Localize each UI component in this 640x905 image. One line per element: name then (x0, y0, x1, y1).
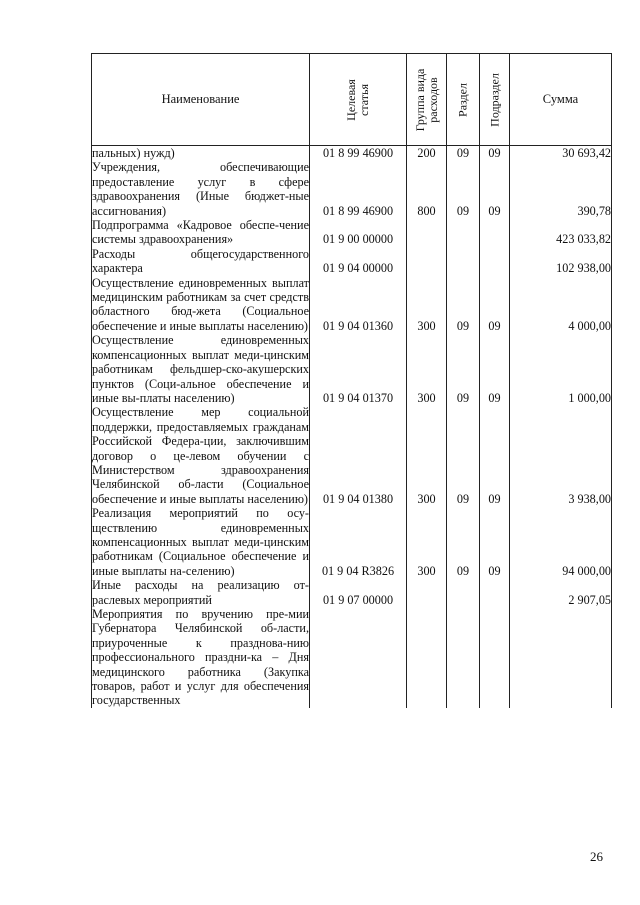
row-expense-group: 300 (407, 405, 447, 506)
budget-table (91, 53, 612, 708)
row-subsection (480, 218, 510, 247)
table-row (92, 160, 612, 218)
row-expense-group (407, 218, 447, 247)
row-subsection (480, 607, 510, 708)
row-sum: 94 000,00 (510, 506, 612, 578)
row-section (447, 218, 480, 247)
header-section (447, 54, 480, 146)
row-sum: 390,78 (510, 160, 612, 218)
row-expense-group: 200 (407, 146, 447, 161)
row-name: Осуществление единовременных выплат медицинским работникам за счет средств областного бюд-жета (Социальное обеспечение и иные выплаты населению) (92, 275, 309, 333)
row-target-code: 01 9 07 00000 (310, 578, 407, 607)
row-section (447, 578, 480, 607)
row-sum: 2 907,05 (510, 578, 612, 607)
header-target-line2: статья (357, 83, 371, 116)
table-row (92, 333, 612, 405)
row-target-code: 01 8 99 46900 (310, 160, 407, 218)
row-subsection (480, 247, 510, 276)
table-row (92, 247, 612, 276)
header-group-line2: расходов (425, 76, 440, 123)
row-target-code: 01 9 04 01380 (310, 405, 407, 506)
table-row (92, 506, 612, 578)
row-subsection: 09 (480, 146, 510, 161)
row-section: 09 (447, 160, 480, 218)
row-subsection: 09 (480, 333, 510, 405)
header-expense-group (407, 54, 447, 146)
row-subsection: 09 (480, 160, 510, 218)
row-expense-group (407, 578, 447, 607)
row-target-code: 01 8 99 46900 (310, 146, 407, 161)
row-section: 09 (447, 276, 480, 334)
table-row (92, 146, 612, 161)
row-name: Осуществление мер социальной поддержки, предоставляемых гражданам Российской Федера-ции, заключившим договор о це-левом обучении с Министерством здравоохранения Челябинской об-ласти (Социальное обеспечение и иные выплаты населению) (92, 405, 309, 506)
row-sum: 1 000,00 (510, 333, 612, 405)
table-row (92, 218, 612, 247)
row-expense-group (407, 607, 447, 708)
table-row (92, 607, 612, 708)
row-section (447, 607, 480, 708)
table-row (92, 578, 612, 607)
header-subsection (480, 54, 510, 146)
row-target-code: 01 9 04 R3826 (310, 506, 407, 578)
row-section: 09 (447, 333, 480, 405)
header-section-label: Раздел (455, 82, 470, 117)
row-sum: 4 000,00 (510, 276, 612, 334)
row-name: Реализация мероприятий по осу-ществлению единовременных компенсационных выплат меди-цинским работникам (Социальное обеспечение и иные выплаты на-селению) (92, 506, 309, 578)
row-target-code: 01 9 04 01370 (310, 333, 407, 405)
row-name: Расходы общегосударственного характера (92, 246, 309, 276)
row-expense-group: 300 (407, 333, 447, 405)
row-subsection (480, 578, 510, 607)
row-name: Учреждения, обеспечивающие предоставление услуг в сфере здравоохранения (Иные бюджет-ные ассигнования) (92, 160, 309, 218)
header-subsection-label: Подраздел (487, 72, 501, 127)
row-sum: 102 938,00 (510, 247, 612, 276)
row-name: Иные расходы на реализацию от-раслевых мероприятий (92, 578, 309, 607)
header-target-article (310, 54, 407, 146)
header-target-line1: Целевая (344, 78, 358, 121)
row-section: 09 (447, 146, 480, 161)
row-expense-group: 800 (407, 160, 447, 218)
row-target-code: 01 9 04 00000 (310, 247, 407, 276)
table-row (92, 405, 612, 506)
row-section: 09 (447, 506, 480, 578)
row-name: пальных) нужд) (92, 146, 310, 161)
table-header-row (92, 54, 612, 146)
row-expense-group (407, 247, 447, 276)
row-target-code: 01 9 04 01360 (310, 276, 407, 334)
row-section (447, 247, 480, 276)
row-sum: 423 033,82 (510, 218, 612, 247)
row-target-code (310, 607, 407, 708)
row-name: Подпрограмма «Кадровое обеспе-чение системы здравоохранения» (92, 218, 309, 247)
row-sum (510, 607, 612, 708)
row-subsection: 09 (480, 506, 510, 578)
table-row (92, 276, 612, 334)
row-subsection: 09 (480, 405, 510, 506)
header-group-line1: Группа вида (412, 68, 427, 131)
row-sum: 3 938,00 (510, 405, 612, 506)
header-sum: Сумма (510, 54, 612, 146)
row-subsection: 09 (480, 276, 510, 334)
row-name: Мероприятия по вручению пре-мии Губернатора Челябинской об-ласти, приуроченные к празднова-нию профессионального праздни-ка – Дня медицинского работника (Закупка товаров, работ и услуг для обеспечения государственных (92, 607, 309, 708)
row-target-code: 01 9 00 00000 (310, 218, 407, 247)
row-expense-group: 300 (407, 506, 447, 578)
row-section: 09 (447, 405, 480, 506)
row-sum: 30 693,42 (510, 146, 612, 161)
row-expense-group: 300 (407, 276, 447, 334)
header-name: Наименование (92, 54, 310, 146)
row-name: Осуществление единовременных компенсационных выплат меди-цинским работникам фельдшер-ско-акушерских пунктов (Соци-альное обеспечение и иные вы-платы населению) (92, 333, 309, 405)
page-number: 26 (590, 849, 603, 864)
